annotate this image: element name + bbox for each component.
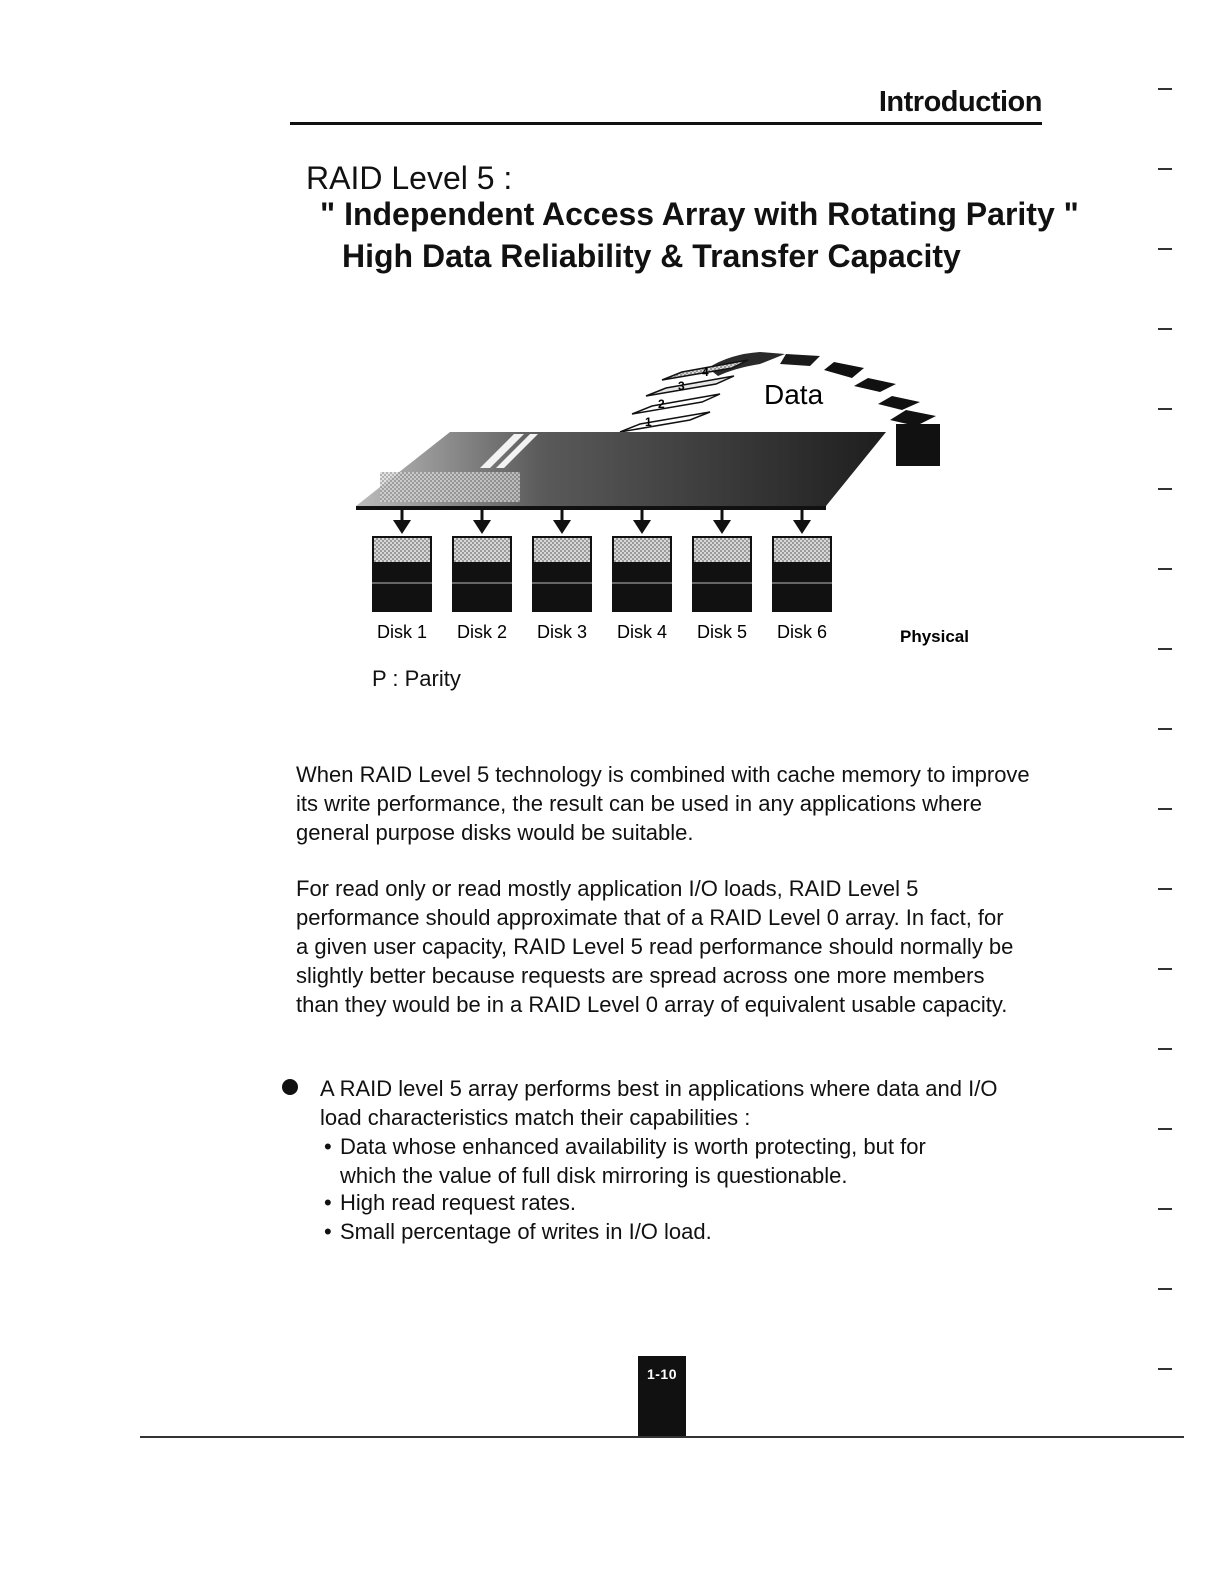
margin-tick	[1158, 968, 1172, 970]
disk-label: Disk 4	[616, 622, 668, 642]
margin-tick	[1158, 888, 1172, 890]
margin-tick	[1158, 1288, 1172, 1290]
bullet-text: A RAID level 5 array performs best in applications where data and I/O load characteristics match their capabilities :	[320, 1076, 998, 1130]
margin-tick	[1158, 1208, 1172, 1210]
margin-tick	[1158, 1128, 1172, 1130]
list-item-line2: which the value of full disk mirroring is questionable.	[340, 1163, 848, 1188]
section-heading: RAID Level 5 :	[306, 160, 513, 196]
bullet-dot-icon: •	[324, 1219, 332, 1244]
array-controller-platform	[356, 432, 886, 510]
arrow-shaft	[401, 506, 404, 522]
margin-tick	[1158, 648, 1172, 650]
margin-tick	[1158, 248, 1172, 250]
disk-label: Disk 5	[696, 622, 748, 642]
block-number-1: 1	[645, 415, 652, 429]
disk-band	[452, 582, 512, 584]
paragraph-cache: When RAID Level 5 technology is combined with cache memory to improve its write performance, the result can be used in any applications where general purpose disks would be suitable.	[296, 762, 1030, 845]
parity-legend: P : Parity	[372, 666, 461, 691]
header-rule	[290, 122, 1042, 125]
disk-4	[612, 536, 672, 642]
physical-label: Physical	[900, 627, 969, 646]
margin-tick	[1158, 88, 1172, 90]
arrow-shaft	[641, 506, 644, 522]
page-header-title: Introduction	[878, 86, 1042, 118]
disk-label: Disk 2	[456, 622, 508, 642]
list-item	[324, 1132, 1024, 1190]
disk-top	[614, 538, 670, 562]
margin-tick	[1158, 408, 1172, 410]
margin-tick	[1158, 328, 1172, 330]
arrow-layer	[393, 506, 811, 534]
block-number-4: 4	[702, 365, 709, 379]
block-number-3: 3	[678, 379, 685, 393]
margin-tick	[1158, 1048, 1172, 1050]
bullet-dot-icon: •	[324, 1134, 332, 1159]
data-label: Data	[764, 379, 824, 410]
arrow-down-icon	[793, 520, 811, 534]
disk-6	[772, 536, 832, 642]
disk-band	[612, 582, 672, 584]
disk-label: Disk 6	[776, 622, 828, 642]
margin-tick	[1158, 168, 1172, 170]
margin-tick	[1158, 1368, 1172, 1370]
disk-band	[372, 582, 432, 584]
data-source-block	[896, 424, 940, 466]
disk-top	[374, 538, 430, 562]
paragraph-read-performance: For read only or read mostly application I/O loads, RAID Level 5 performance should approximate that of a RAID Level 0 array. In fact, for a given user capacity, RAID Level 5 read performance should normally be slightly better because requests are spread across one more members than they would be in a RAID Level 0 array of equivalent usable capacity.	[296, 876, 1014, 1017]
disk-band	[772, 582, 832, 584]
arrow-down-icon	[393, 520, 411, 534]
bullet-icon	[282, 1079, 298, 1095]
section-subtitle-line1: " Independent Access Array with Rotating Parity "	[320, 196, 1079, 232]
margin-tick	[1158, 728, 1172, 730]
arrow-shaft	[801, 506, 804, 522]
section-subtitle-line2: High Data Reliability & Transfer Capacity	[342, 238, 961, 274]
disk-layer	[372, 536, 832, 642]
margin-tick	[1158, 808, 1172, 810]
disk-top	[774, 538, 830, 562]
raid5-diagram	[340, 340, 980, 660]
arrow-down-icon	[713, 520, 731, 534]
disk-band	[532, 582, 592, 584]
list-item	[324, 1188, 1024, 1217]
list-item	[324, 1217, 1024, 1246]
list-item-line1: Data whose enhanced availability is worth protecting, but for	[340, 1134, 926, 1159]
disk-label: Disk 3	[536, 622, 588, 642]
disk-3	[532, 536, 592, 642]
bullet-dot-icon: •	[324, 1190, 332, 1215]
disk-5	[692, 536, 752, 642]
arrow-down-icon	[473, 520, 491, 534]
page-number: 1-10	[646, 1366, 678, 1382]
footer-rule	[140, 1436, 1184, 1438]
disk-band	[692, 582, 752, 584]
list-item-line1: High read request rates.	[340, 1190, 577, 1215]
list-item-line1: Small percentage of writes in I/O load.	[340, 1219, 712, 1244]
disk-1	[372, 536, 432, 642]
disk-top	[454, 538, 510, 562]
arrow-shaft	[561, 506, 564, 522]
arrow-shaft	[481, 506, 484, 522]
disk-top	[694, 538, 750, 562]
arrow-down-icon	[633, 520, 651, 534]
arrow-shaft	[721, 506, 724, 522]
margin-tick	[1158, 488, 1172, 490]
margin-tick	[1158, 568, 1172, 570]
block-number-2: 2	[658, 397, 665, 411]
disk-2	[452, 536, 512, 642]
disk-top	[534, 538, 590, 562]
arrow-down-icon	[553, 520, 571, 534]
disk-label: Disk 1	[376, 622, 428, 642]
